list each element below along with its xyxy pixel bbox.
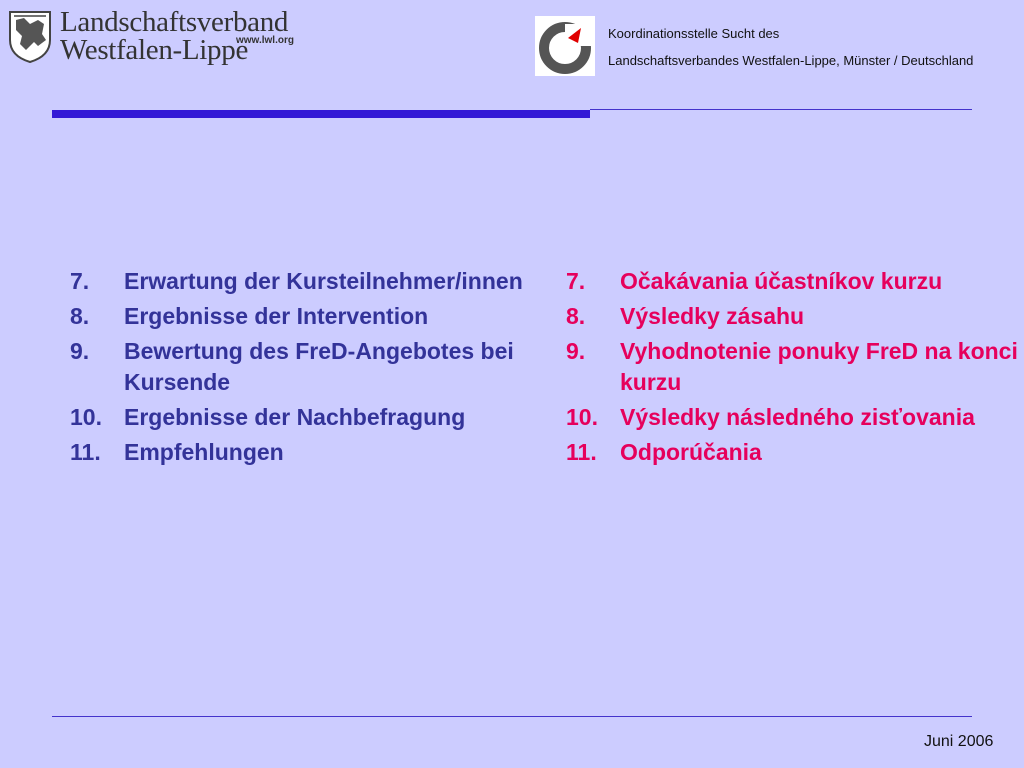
header-accent-bar xyxy=(52,110,590,118)
list-item-number: 11. xyxy=(70,439,101,465)
koordinationsstelle-logo xyxy=(535,16,595,76)
list-item-text: Erwartung der Kursteilnehmer/innen xyxy=(124,268,523,294)
list-item-number: 7. xyxy=(70,268,90,294)
german-list xyxy=(70,266,530,472)
list-item-text: Ergebnisse der Nachbefragung xyxy=(124,404,466,430)
list-item-text: Výsledky následného zisťovania xyxy=(620,404,975,430)
list-item-number: 9. xyxy=(566,338,586,364)
list-item xyxy=(70,402,530,433)
footer-date: Juni 2006 xyxy=(924,733,994,750)
footer-divider xyxy=(52,716,972,717)
list-item-text: Bewertung des FreD-Angebotes bei Kursende xyxy=(124,338,514,395)
list-item-text: Ergebnisse der Intervention xyxy=(124,303,429,329)
lwl-emblem-icon xyxy=(8,10,52,64)
list-item xyxy=(70,301,530,332)
list-item-number: 10. xyxy=(70,404,102,430)
lwl-logo xyxy=(8,6,308,70)
list-item xyxy=(566,336,1024,398)
list-item-number: 11. xyxy=(566,439,597,465)
list-item-text: Očakávania účastníkov kurzu xyxy=(620,268,943,294)
slovak-list xyxy=(566,266,1024,472)
list-item-number: 8. xyxy=(70,303,90,329)
lwl-logo-url: www.lwl.org xyxy=(236,35,294,46)
org-title-line2: Landschaftsverbandes Westfalen-Lippe, Münster / Deutschland xyxy=(608,53,974,68)
list-item xyxy=(566,266,1024,297)
list-item-text: Odporúčania xyxy=(620,439,762,465)
list-item xyxy=(566,437,1024,468)
list-item xyxy=(70,266,530,297)
org-title-line1: Koordinationsstelle Sucht des xyxy=(608,26,780,41)
list-item-text: Vyhodnotenie ponuky FreD na konci kurzu xyxy=(620,338,1018,395)
list-item xyxy=(70,437,530,468)
lwl-logo-line2: Westfalen-Lippe xyxy=(60,34,249,66)
list-item-number: 10. xyxy=(566,404,598,430)
lwl-logo-line1: Landschaftsverband xyxy=(60,6,289,38)
list-item-number: 7. xyxy=(566,268,586,294)
list-item-number: 9. xyxy=(70,338,90,364)
header-divider xyxy=(590,109,972,110)
list-item xyxy=(566,402,1024,433)
koordinationsstelle-logo-icon xyxy=(535,16,595,76)
list-item-text: Empfehlungen xyxy=(124,439,284,465)
list-item-number: 8. xyxy=(566,303,586,329)
list-item xyxy=(70,336,530,398)
list-item-text: Výsledky zásahu xyxy=(620,303,805,329)
list-item xyxy=(566,301,1024,332)
